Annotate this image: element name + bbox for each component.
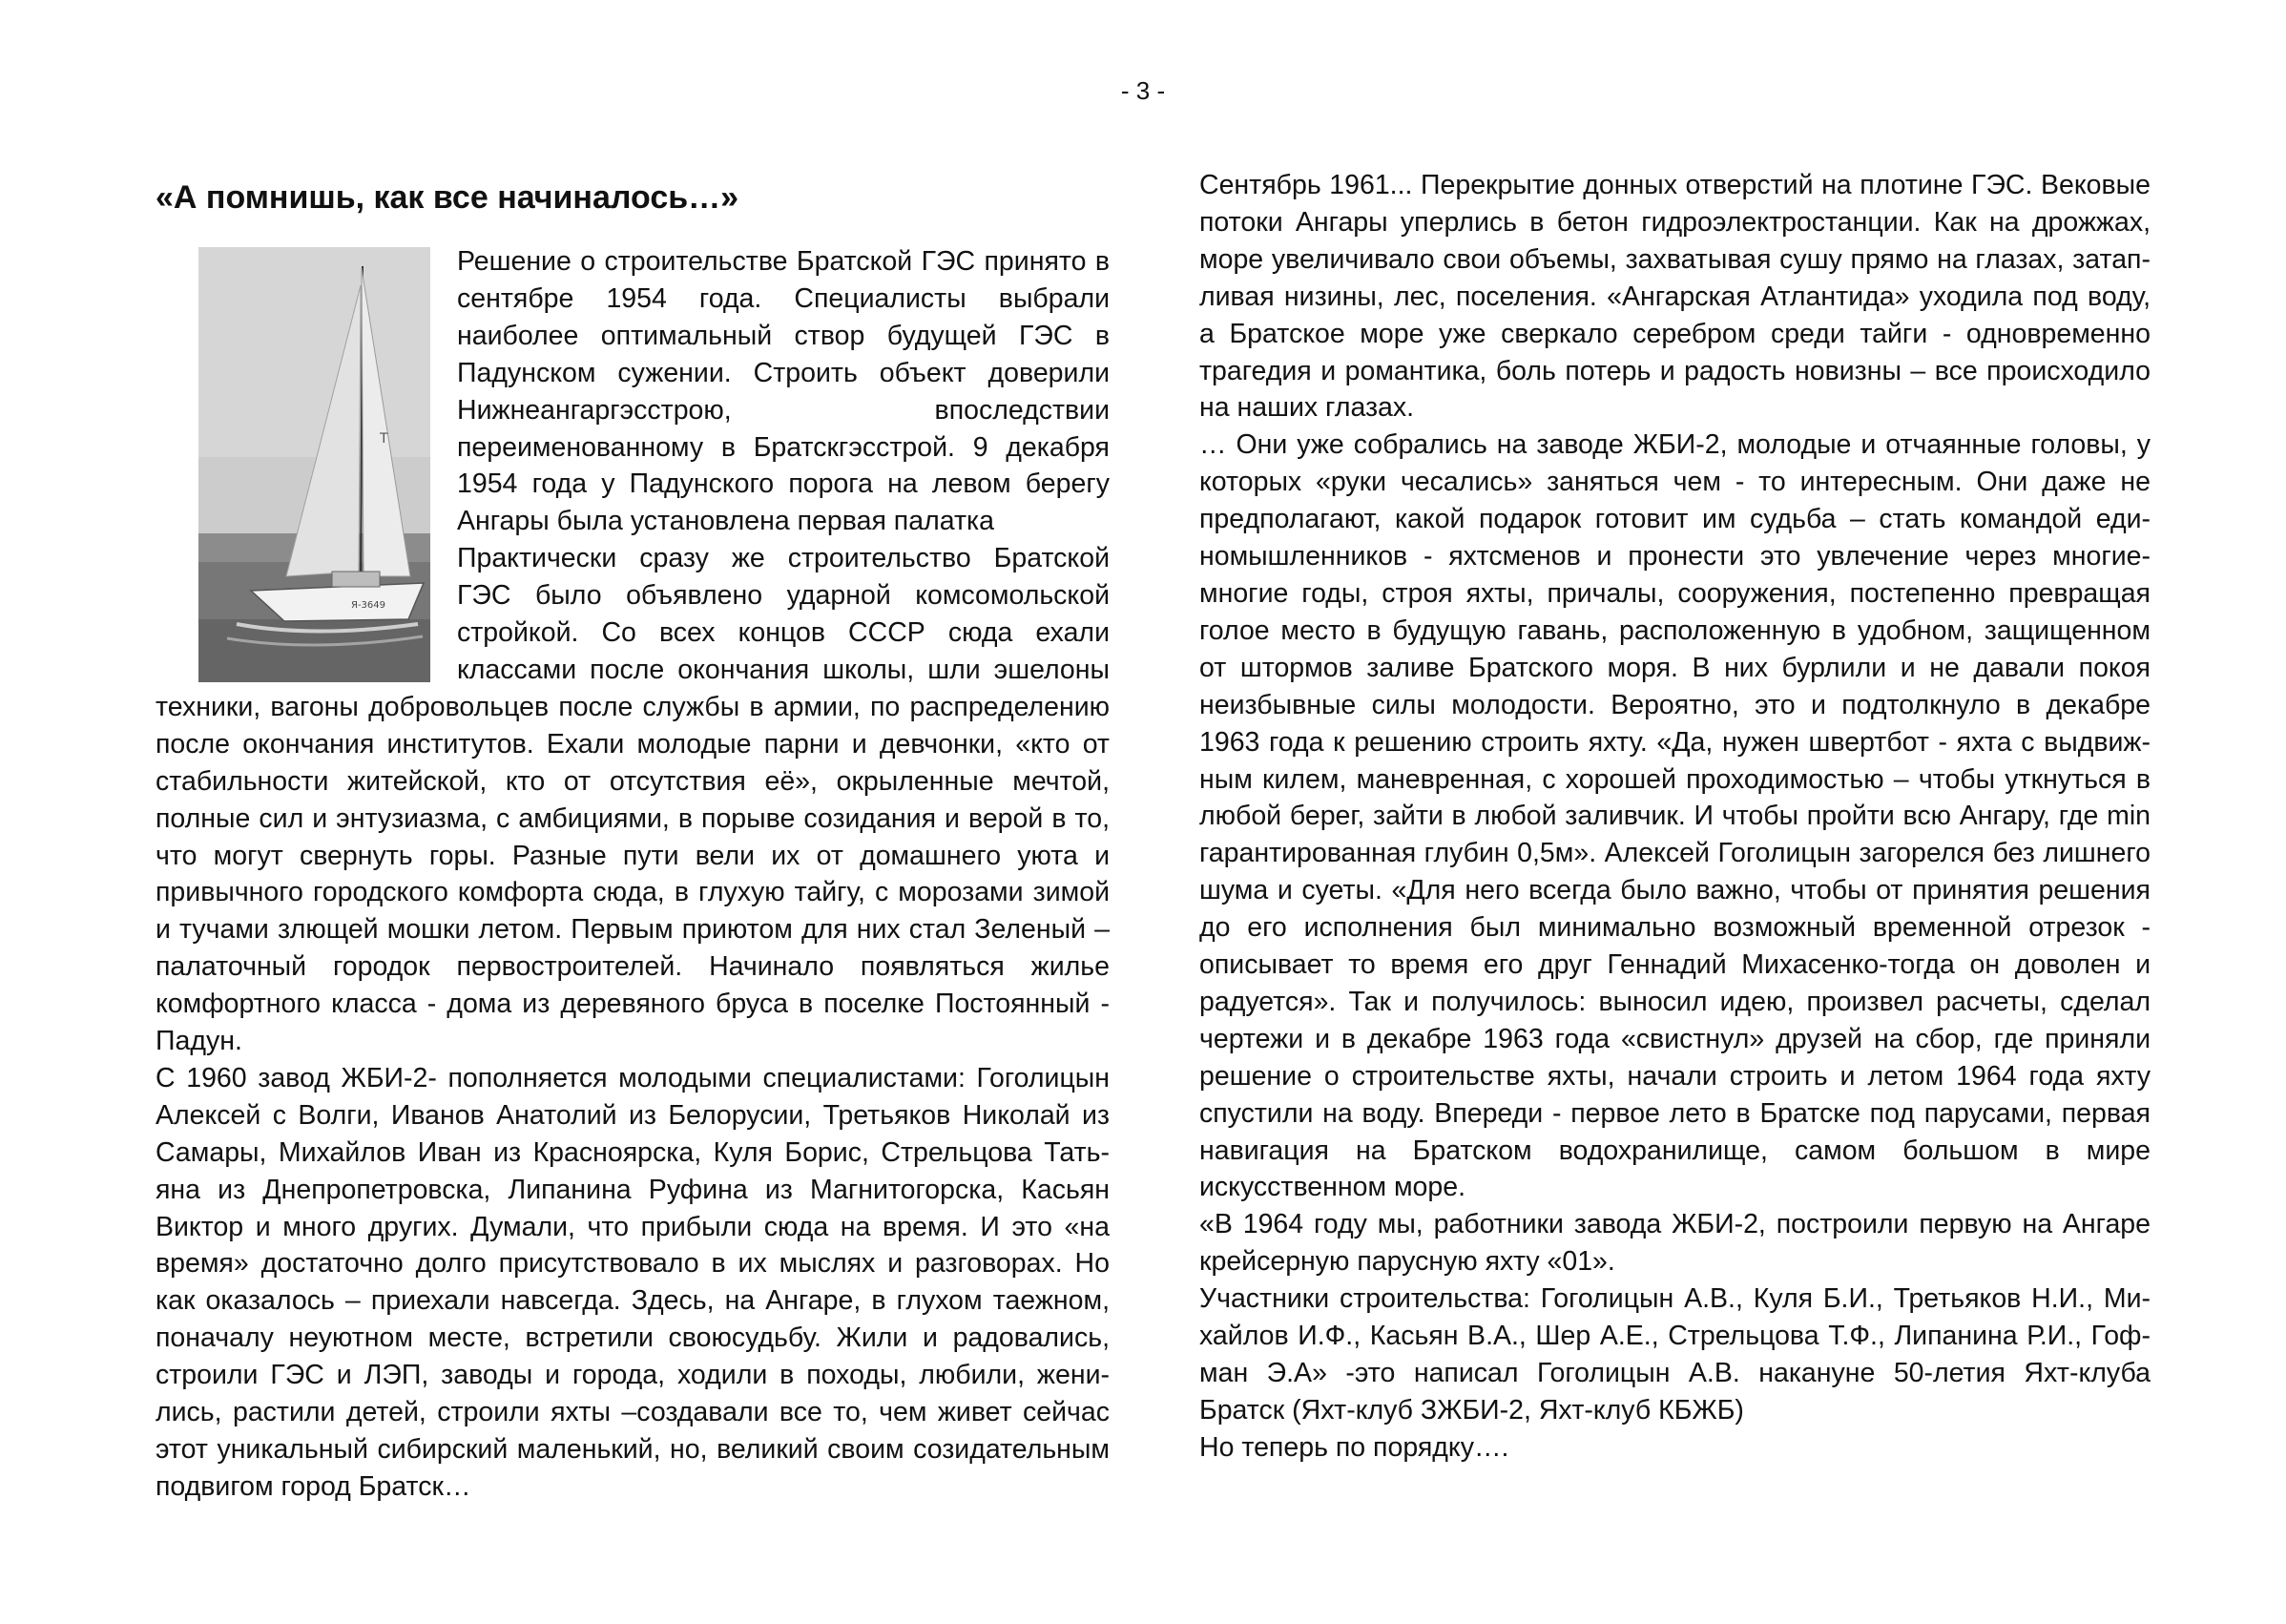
svg-text:Я-3649: Я-3649	[351, 600, 386, 611]
sailboat-photo	[198, 247, 430, 682]
right-paragraph-4: Участники строительства: Гоголицын А.В., Куля Б.И., Третьяков Н.И., Михайлов И.Ф., Касьян В.А., Шер А.Е., Стрельцова Т.Ф., Липанина Р.И., Гофман Э.А» -это написал Гоголицын А.В. накануне 50-летия Яхт-клуба Братск (Яхт-клуб ЗЖБИ-2, Яхт-клуб КБЖБ)	[1199, 1283, 2151, 1426]
svg-text:Т: Т	[380, 431, 388, 447]
left-paragraph-3: С 1960 завод ЖБИ-2- пополняется молодыми специалистами: Гоголицын Алексей с Волги, Иванов Анатолий из Белорусии, Третьяков Николай из Самары, Михайлов Иван из Красноярска, Куля Борис, Стрельцова Татьяна из Днепропетровска, Липанина Руфина из Магнитогорска, Касьян Виктор и много других. Думали, что прибыли сюда на время. И это «на время» достаточно долго присутствовало в их мыслях и разговорах. Но как оказалось – приехали навсегда. Здесь, на Ангаре, в глухом таежном, поначалу неуютном месте, встретили своюсудьбу. Жили и радовались, строили ГЭС и ЛЭП, заводы и города, ходили в походы, любили, женились, растили детей, строили яхты –создавали все то, чем живет сейчас этот уникальный сибирский маленький, но, великий своим созидательным подвигом город Братск…	[156, 1062, 1110, 1502]
right-paragraph-5: Но теперь по порядку….	[1199, 1431, 1509, 1463]
left-paragraph-1: Решение о строительстве Братской ГЭС принято в сентябре 1954 года. Специалисты выбрали наиболее оптимальный створ будущей ГЭС в Падунском сужении. Строить объект доверили Нижнеангаргэсстрою, впоследствии переименованному в Братскгэсстрой. 9 декабря 1954 года у Падунского порога на левом берегу Ангары была установлена первая палатка	[457, 246, 1110, 537]
article-title: «А помнишь, как все начиналось…»	[156, 179, 739, 216]
right-paragraph-3: «В 1964 году мы, работники завода ЖБИ-2, построили первую на Ангаре крейсерную парусную яхту «01».	[1199, 1209, 2151, 1278]
right-column	[1199, 167, 2151, 1467]
right-paragraph-1: Сентябрь 1961... Перекрытие донных отверстий на плотине ГЭС. Вековые потоки Ангары уперлись в бетон гидроэлектростанции. Как на дрожжах, море увеличивало свои объемы, захватывая сушу прямо на глазах, затапливая низины, лес, поселения. «Ангарская Атлантида» уходила под воду, а Братское море уже сверкало серебром среди тайги - одновременно трагедия и романтика, боль потерь и радость новизны – все происходило на наших глазах.	[1199, 170, 2151, 424]
left-paragraph-2: Практически сразу же строительство Братской ГЭС было объявлено ударной комсомольской стройкой. Со всех концов СССР сюда ехали классами после окончания школы, шли эшелоны техники, вагоны добровольцев после службы в армии, по распределению после окончания институтов. Ехали молодые парни и девчонки, «кто от стабильности житейской, кто от отсутствия её», окрыленные мечтой, полные сил и энтузиазма, с амбициями, в порыве созидания и верой в то, что могут свернуть горы. Разные пути вели их от домашнего уюта и привычного городского комфорта сюда, в глухую тайгу, с морозами зимой и тучами злющей мошки летом. Первым приютом для них стал Зеленый – палаточный городок первостроителей. Начинало появляться жилье комфортного класса - дома из деревяного бруса в поселке Постоянный - Падун.	[156, 543, 1110, 1057]
left-column	[156, 162, 1110, 1506]
page-number: - 3 -	[1120, 76, 1166, 105]
right-paragraph-2: … Они уже собрались на заводе ЖБИ-2, молодые и отчаянные головы, у которых «руки чесались» заняться чем - то интересным. Они даже не предполагают, какой подарок готовит им судьба – стать командой единомышленников - яхтсменов и пронести это увлечение через многие-многие годы, строя яхты, причалы, сооружения, постепенно превращая голое место в будущую гавань, расположенную в удобном, защищенном от штормов заливе Братского моря. В них бурлили и не давали покоя неизбывные силы молодости. Вероятно, это и подтолкнуло в декабре 1963 года к решению строить яхту. «Да, нужен швертбот - яхта с выдвижным килем, маневренная, с хорошей проходимостью – чтобы уткнуться в любой берег, зайти в любой заливчик. И чтобы пройти всю Ангару, где min гарантированная глубин 0,5м». Алексей Гоголицын загорелся без лишнего шума и суеты. «Для него всегда было важно, чтобы от принятия решения до его исполнения был минимально возможный временной отрезок - описывает то время его друг Геннадий Михасенко-тогда он доволен и радуется». Так и получилось: выносил идею, произвел расчеты, сделал чертежи и в декабре 1963 года «свистнул» друзей на сбор, где приняли решение о строительстве яхты, начали строить и летом 1964 года яхту спустили на воду. Впереди - первое лето в Братске под парусами, первая навигация на Братском водохранилище, самом большом в мире искусственном море.	[1199, 429, 2151, 1203]
